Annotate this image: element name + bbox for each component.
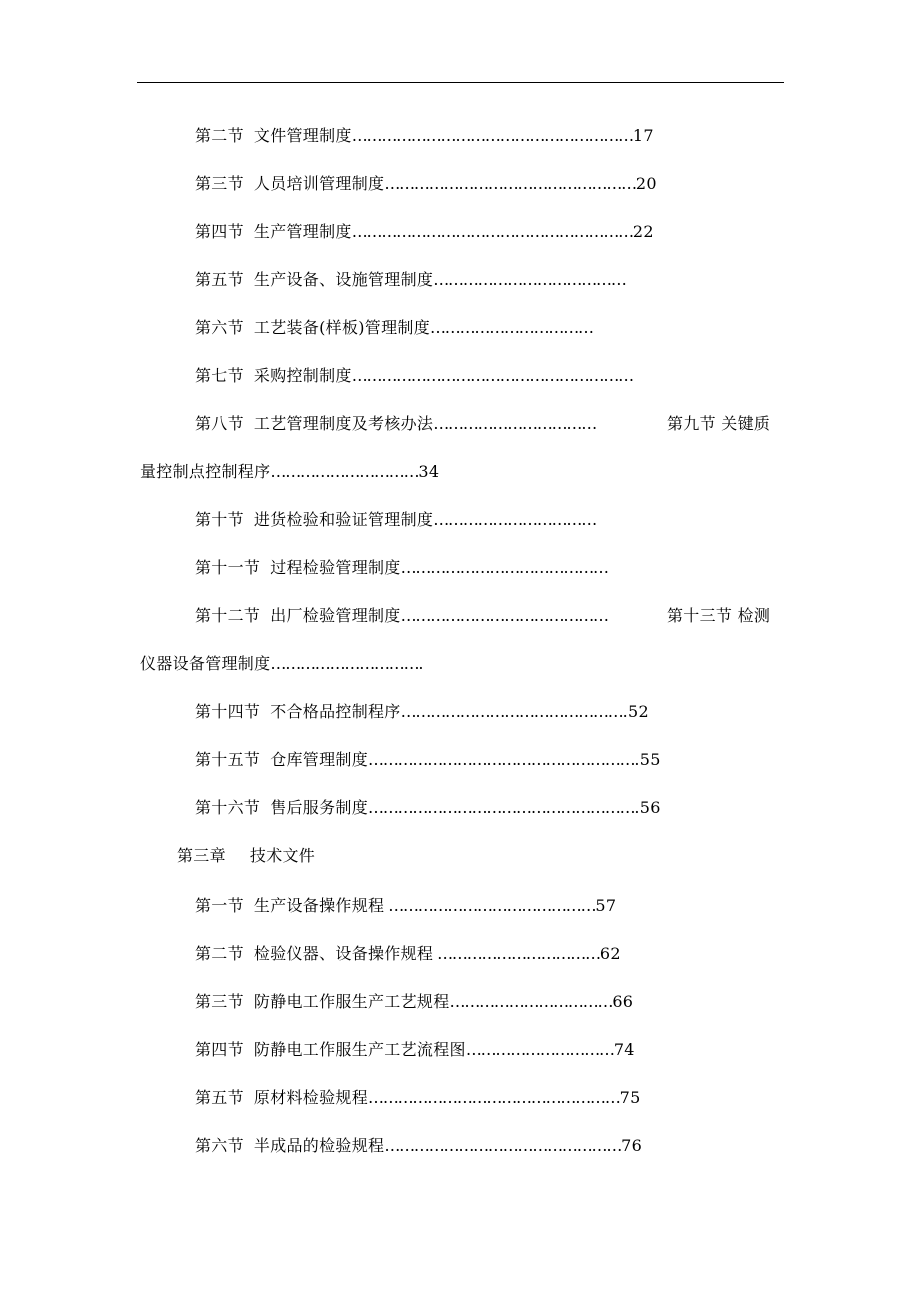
header-rule	[137, 82, 784, 83]
dot-leader: ……………………………………………	[384, 174, 636, 193]
page-number: 17	[632, 126, 654, 145]
dot-leader: ……………………………	[430, 318, 593, 337]
chapter-title: 技术文件	[249, 846, 316, 865]
toc-entry	[140, 654, 424, 674]
dot-leader: ……………………………	[433, 414, 597, 433]
section-title: 过程检验管理制度	[270, 558, 401, 577]
section-title: 生产设备操作规程	[253, 896, 385, 915]
section-number: 第十节	[195, 510, 244, 529]
dot-leader: ……………………………………………	[368, 1088, 620, 1107]
section-number: 第七节	[195, 366, 244, 385]
dot-leader: …………………………	[270, 462, 419, 481]
page-number: 20	[635, 174, 657, 193]
chapter-heading	[177, 846, 315, 866]
dot-leader: ………………………………………………	[368, 798, 635, 817]
section-number: 第十一节	[195, 558, 261, 577]
toc-entry	[140, 462, 439, 482]
toc-entry	[195, 896, 616, 916]
page-number: .52	[622, 702, 649, 721]
section-title: 工艺管理制度及考核办法	[253, 414, 434, 433]
toc-entry	[195, 558, 608, 578]
toc-entry	[195, 126, 654, 146]
section-title: 人员培训管理制度	[253, 174, 385, 193]
dot-leader: …………………………	[465, 1040, 614, 1059]
page-number: 22	[632, 222, 654, 241]
dot-leader: …………………………………………………	[351, 366, 633, 385]
section-title: 防静电工作服生产工艺规程	[253, 992, 450, 1011]
toc-entry	[195, 174, 657, 194]
section-number: 第三节	[195, 174, 244, 193]
dot-leader: ……………………………	[449, 992, 613, 1011]
section-number: 第二节	[195, 944, 244, 963]
dot-leader: …………………………………………	[384, 1136, 622, 1155]
section-title: 进货检验和验证管理制度	[253, 510, 434, 529]
chapter-number: 第三章	[177, 846, 226, 865]
toc-entry	[195, 1088, 641, 1108]
section-title: 量控制点控制程序	[140, 462, 271, 481]
dot-leader: …………………………………………………	[351, 126, 633, 145]
toc-entry	[195, 270, 626, 290]
section-number: 第四节	[195, 222, 244, 241]
section-number: 第八节	[195, 414, 244, 433]
dot-leader: ……………………………………	[400, 606, 608, 625]
page-number: .56	[634, 798, 661, 817]
page-number: .	[418, 654, 424, 673]
section-number: 第十四节	[195, 702, 261, 721]
toc-entry	[195, 1040, 635, 1060]
section-number: 第一节	[195, 896, 244, 915]
section-title: 售后服务制度	[270, 798, 369, 817]
dot-leader: …………………………………	[433, 270, 626, 289]
page-number: 74	[613, 1040, 635, 1059]
page-number: 62	[599, 944, 621, 963]
section-title: 生产设备、设施管理制度	[253, 270, 434, 289]
dot-leader: ……………………………	[433, 944, 600, 963]
toc-entry	[195, 366, 633, 386]
toc-entry	[195, 944, 621, 964]
section-number: 第十五节	[195, 750, 261, 769]
page-number: 57	[595, 896, 617, 915]
toc-entry-continued	[667, 414, 770, 434]
section-title: 原材料检验规程	[253, 1088, 369, 1107]
section-number: 第四节	[195, 1040, 244, 1059]
page-number: 75	[619, 1088, 641, 1107]
section-number: 第五节	[195, 1088, 244, 1107]
dot-leader: ……………………………………	[400, 558, 608, 577]
section-number: 第十六节	[195, 798, 261, 817]
toc-entry	[195, 750, 661, 770]
toc-entry	[195, 414, 596, 434]
section-title: 半成品的检验规程	[253, 1136, 385, 1155]
page-number: 76	[621, 1136, 643, 1155]
dot-leader: …………………………………………………	[351, 222, 633, 241]
section-number: 第六节	[195, 318, 244, 337]
section-title: 第九节 关键质	[667, 414, 771, 433]
dot-leader: …………………………	[270, 654, 419, 673]
section-title: 文件管理制度	[253, 126, 352, 145]
section-title: 采购控制制度	[253, 366, 352, 385]
toc-entry	[195, 318, 593, 338]
section-title: 第十三节 检测	[667, 606, 771, 625]
toc-entry	[195, 222, 654, 242]
section-title: 仪器设备管理制度	[140, 654, 271, 673]
toc-entry-continued	[667, 606, 770, 626]
toc-entry	[195, 992, 633, 1012]
section-title: 检验仪器、设备操作规程	[253, 944, 434, 963]
section-number: 第二节	[195, 126, 244, 145]
section-title: 不合格品控制程序	[270, 702, 401, 721]
section-number: 第六节	[195, 1136, 244, 1155]
page-number: .55	[634, 750, 661, 769]
toc-entry	[195, 798, 661, 818]
section-title: 工艺装备(样板)管理制度	[253, 318, 430, 337]
dot-leader: ………………………………………………	[368, 750, 635, 769]
section-title: 仓库管理制度	[270, 750, 369, 769]
dot-leader: ……………………………	[433, 510, 597, 529]
section-number: 第五节	[195, 270, 244, 289]
toc-entry	[195, 1136, 642, 1156]
section-title: 防静电工作服生产工艺流程图	[253, 1040, 466, 1059]
section-title: 生产管理制度	[253, 222, 352, 241]
section-number: 第十二节	[195, 606, 261, 625]
toc-entry	[195, 702, 649, 722]
dot-leader: ……………………………………	[384, 896, 596, 915]
section-number: 第三节	[195, 992, 244, 1011]
toc-entry	[195, 510, 596, 530]
dot-leader: ………………………………………	[400, 702, 623, 721]
section-title: 出厂检验管理制度	[270, 606, 401, 625]
page-number: 34	[418, 462, 440, 481]
page-number: 66	[612, 992, 634, 1011]
toc-entry	[195, 606, 608, 626]
